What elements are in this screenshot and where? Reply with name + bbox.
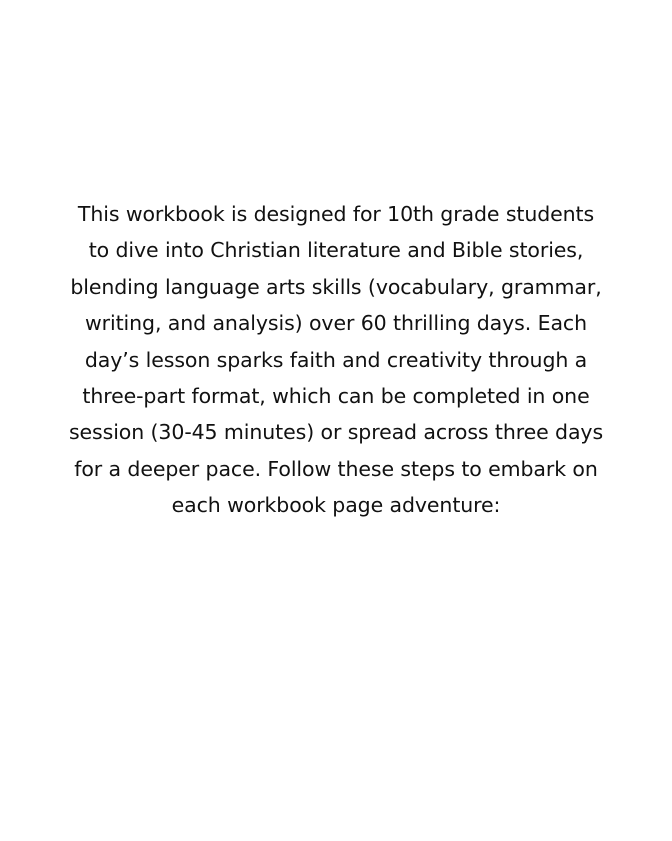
intro-line: session (30-45 minutes) or spread across three days (68, 420, 604, 445)
intro-line: This workbook is designed for 10th grade students (77, 202, 595, 226)
intro-line: for a deeper pace. Follow these steps to embark on (74, 456, 598, 481)
intro-line: day’s lesson sparks faith and creativity through a (84, 347, 588, 372)
intro-line: each workbook page adventure: (171, 493, 501, 518)
intro-line: blending language arts skills (vocabulary, grammar, (70, 274, 602, 299)
intro-line: to dive into Christian literature and Bible stories, (88, 238, 584, 263)
intro-paragraph (40, 196, 632, 524)
intro-line: three-part format, which can be completed in one (82, 384, 590, 409)
intro-line: writing, and analysis) over 60 thrilling days. Each (85, 311, 587, 336)
